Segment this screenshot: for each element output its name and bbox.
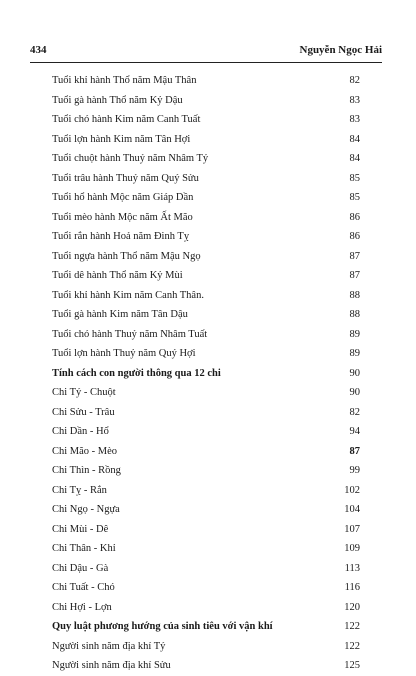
toc-entry-title: Người sinh năm địa khí Tý [52,640,166,652]
toc-entry-title: Tuổi rắn hành Hoả năm Đinh Tỵ [52,231,190,242]
toc-entry-page: 87 [349,445,360,457]
toc-entry-page: 82 [349,75,360,86]
toc-entry [52,403,360,423]
toc-entry [52,637,360,657]
toc-entry-title: Tuổi gà hành Kim năm Tân Dậu [52,309,188,320]
toc-section-heading [52,364,360,384]
toc-entry-title: Chi Hợi - Lợn [52,601,112,613]
toc-entry-page: 122 [344,640,360,652]
toc-entry-page: 87 [349,250,360,262]
toc-entry [52,500,360,520]
toc-entry [52,227,360,247]
toc-entry-page: 99 [349,465,360,476]
toc-entry-title: Chi Mão - Mèo [52,445,118,457]
toc-entry-title: Chi Tý - Chuột [52,387,116,398]
toc-entry [52,344,360,364]
toc-entry-page: 90 [349,367,360,379]
toc-entry-title: Chi Dậu - Gà [52,562,109,574]
toc-entry-title: Chi Tuất - Chó [52,582,115,593]
toc-entry-title: Quy luật phương hướng của sinh tiêu với vận khí [52,621,273,632]
toc-entry [52,286,360,306]
toc-entry [52,325,360,345]
toc-entry [52,481,360,501]
toc-entry [52,422,360,442]
page-number: 434 [30,44,47,56]
toc-entry-page: 85 [349,172,360,184]
toc-entry-page: 107 [344,523,360,535]
toc-entry-page: 94 [349,426,360,437]
toc-entry-title: Tính cách con người thông qua 12 chi [52,367,221,379]
toc-entry-title: Tuổi gà hành Thổ năm Kỷ Dậu [52,94,183,106]
toc-entry [52,656,360,676]
toc-entry [52,598,360,618]
toc-entry [52,461,360,481]
toc-entry-page: 102 [344,484,360,496]
toc-entry-page: 83 [349,114,360,125]
toc-entry-page: 113 [344,562,360,574]
toc-entry-page: 85 [349,192,360,203]
toc-entry-title: Tuổi lợn hành Kim năm Tân Hợi [52,133,191,145]
toc-entry-page: 104 [344,504,360,515]
toc-entry-page: 116 [344,582,360,593]
toc-entry-title: Tuổi khỉ hành Thổ năm Mậu Thân [52,75,197,86]
toc-entry-title: Chi Ngọ - Ngựa [52,504,120,515]
toc-entry [52,442,360,462]
toc-entry-page: 84 [349,133,360,145]
toc-entry-title: Tuổi ngựa hành Thổ năm Mậu Ngọ [52,250,201,262]
toc-entry-page: 82 [349,406,360,418]
toc-entry-title: Tuổi chuột hành Thuỷ năm Nhâm Tý [52,153,209,164]
toc-entry-title: Chi Mùi - Dê [52,523,109,535]
toc-entry-title: Người sinh năm địa khí Sửu [52,660,171,671]
toc-entry-title: Chi Dần - Hổ [52,426,109,437]
toc-entry-title: Chi Thân - Khỉ [52,543,116,554]
toc-entry-page: 122 [344,621,360,632]
toc-entry-page: 125 [344,660,360,671]
toc-entry [52,188,360,208]
toc-entry-title: Tuổi chó hành Kim năm Canh Tuất [52,114,201,125]
toc-entry [52,578,360,598]
toc-section-heading [52,617,360,637]
toc-entry-title: Tuổi hổ hành Mộc năm Giáp Dần [52,192,194,203]
toc-entry [52,110,360,130]
toc-entry-page: 89 [349,348,360,359]
toc-entry-page: 83 [349,94,360,106]
toc-entry-title: Tuổi mèo hành Mộc năm Ất Mão [52,211,193,223]
author-name: Nguyễn Ngọc Hải [299,44,382,56]
toc-entry [52,520,360,540]
toc-entry-title: Tuổi trâu hành Thuỷ năm Quý Sửu [52,172,199,184]
table-of-contents [52,71,360,676]
toc-entry-page: 84 [349,153,360,164]
toc-entry [52,130,360,150]
toc-entry-page: 87 [349,270,360,281]
toc-entry-title: Tuổi chó hành Thuỷ năm Nhâm Tuất [52,328,208,340]
toc-entry [52,169,360,189]
toc-entry-page: 109 [344,543,360,554]
toc-entry [52,91,360,111]
toc-entry-title: Chi Sửu - Trâu [52,406,115,418]
toc-entry-page: 86 [349,211,360,223]
toc-entry [52,539,360,559]
toc-entry-page: 120 [344,601,360,613]
toc-entry-title: Chi Thìn - Rồng [52,465,121,476]
toc-entry-page: 86 [349,231,360,242]
toc-entry-title: Tuổi dê hành Thổ năm Kỷ Mùi [52,270,183,281]
page-header [30,44,382,63]
toc-entry [52,305,360,325]
toc-entry-title: Chi Tỵ - Rắn [52,484,107,496]
toc-entry [52,208,360,228]
toc-entry-title: Tuổi khỉ hành Kim năm Canh Thân. [52,289,204,301]
toc-entry [52,383,360,403]
toc-entry [52,149,360,169]
toc-entry-page: 88 [349,309,360,320]
toc-entry-title: Tuổi lợn hành Thuỷ năm Quý Hợi [52,348,196,359]
toc-entry [52,559,360,579]
toc-entry [52,266,360,286]
toc-entry-page: 89 [349,328,360,340]
toc-entry-page: 88 [349,289,360,301]
toc-entry-page: 90 [349,387,360,398]
toc-entry [52,71,360,91]
toc-entry [52,247,360,267]
